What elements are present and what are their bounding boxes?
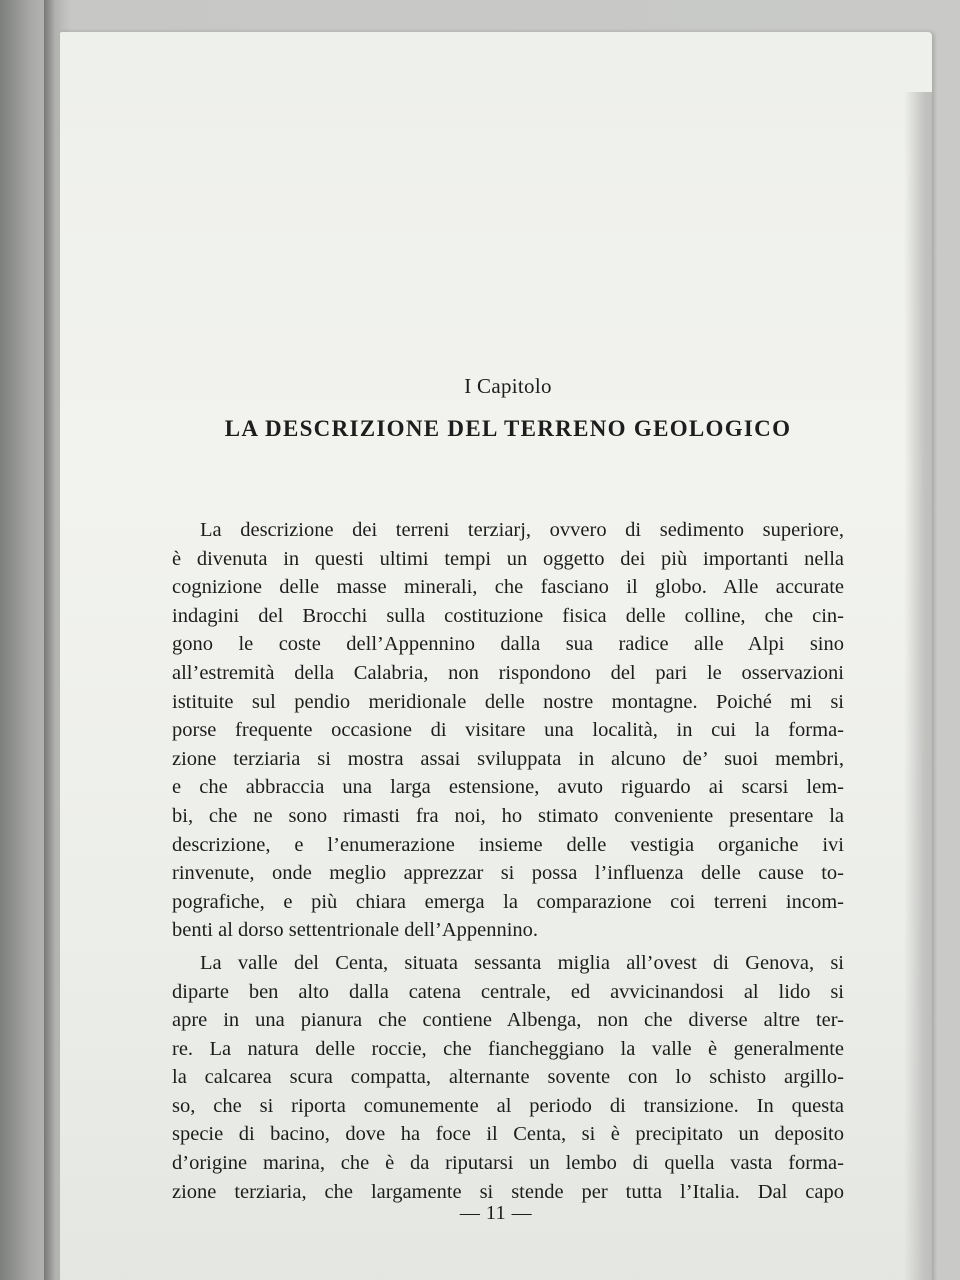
book-page (60, 32, 932, 1280)
text-line: diparte ben alto dalla catena centrale, ed avvicinandosi al lido si (172, 980, 844, 1003)
paragraph-1 (172, 516, 844, 945)
text-line: all’estremità della Calabria, non rispondono del pari le osservazioni (172, 661, 844, 684)
text-line: zione terziaria, che largamente si stende per tutta l’Italia. Dal capo (172, 1180, 844, 1203)
text-line: pografiche, e più chiara emerga la comparazione coi terreni incom- (172, 890, 844, 913)
text-line: e che abbraccia una larga estensione, avuto riguardo ai scarsi lem- (172, 776, 844, 799)
text-line: specie di bacino, dove ha foce il Centa, si è precipitato un deposito (172, 1123, 844, 1146)
body-text (172, 516, 844, 1206)
paragraph-2 (172, 949, 844, 1206)
text-line: bi, che ne sono rimasti fra noi, ho stimato conveniente presentare la (172, 804, 844, 827)
page-edge-shadow (904, 92, 932, 1280)
text-line: cognizione delle masse minerali, che fasciano il globo. Alle accurate (172, 576, 844, 599)
text-line: re. La natura delle roccie, che fiancheggiano la valle è generalmente (172, 1037, 844, 1060)
text-line: so, che si riporta comunemente al periodo di transizione. In questa (172, 1094, 844, 1117)
text-line: indagini del Brocchi sulla costituzione fisica delle colline, che cin- (172, 604, 844, 627)
text-line: porse frequente occasione di visitare una località, in cui la forma- (172, 719, 844, 742)
page-content (172, 372, 844, 1206)
chapter-label: I Capitolo (464, 374, 552, 398)
page-number: — 11 — (459, 1202, 533, 1224)
text-line: descrizione, e l’enumerazione insieme delle vestigia organiche ivi (172, 833, 844, 856)
text-line: benti al dorso settentrionale dell’Appennino. (172, 919, 539, 942)
text-line: d’origine marina, che è da riputarsi un lembo di quella vasta forma- (172, 1152, 844, 1175)
text-line: è divenuta in questi ultimi tempi un oggetto dei più importanti nella (172, 547, 844, 570)
text-line: zione terziaria si mostra assai sviluppata in alcuno de’ suoi membri, (172, 747, 844, 770)
text-line: La valle del Centa, situata sessanta miglia all’ovest di Genova, si (200, 951, 844, 974)
text-line: la calcarea scura compatta, alternante sovente con lo schisto argillo- (172, 1066, 844, 1089)
text-line: gono le coste dell’Appennino dalla sua radice alle Alpi sino (172, 633, 844, 656)
text-line: La descrizione dei terreni terziarj, ovvero di sedimento superiore, (200, 519, 844, 541)
text-line: apre in una pianura che contiene Albenga, non che diverse altre ter- (172, 1009, 844, 1032)
text-line: istituite sul pendio meridionale delle nostre montagne. Poiché mi si (172, 690, 844, 713)
chapter-title: LA DESCRIZIONE DEL TERRENO GEOLOGICO (224, 416, 792, 441)
text-line: rinvenute, onde meglio apprezzar si possa l’influenza delle cause to- (172, 862, 844, 885)
